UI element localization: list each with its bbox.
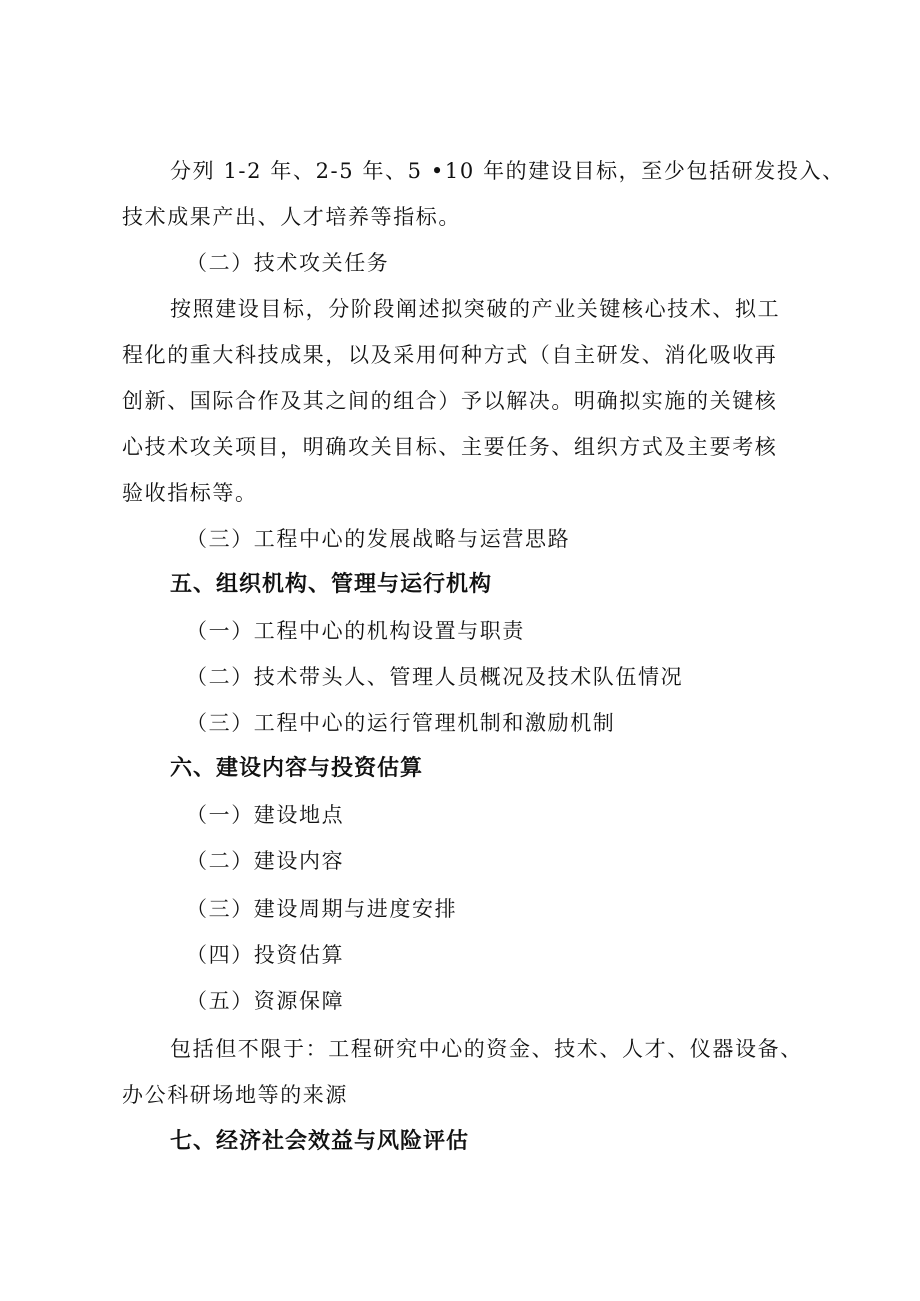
section6-item: （一）建设地点 [186,803,345,827]
paragraph-line: 技术成果产出、人才培养等指标。 [122,205,461,229]
section-heading-6: 六、建设内容与投资估算 [170,756,424,781]
subheading-strategy: （三）工程中心的发展战略与运营思路 [186,527,571,551]
section6-item: （二）建设内容 [186,849,345,873]
paragraph-line: 创新、国际合作及其之间的组合）予以解决。明确拟实施的关键核 [122,389,778,413]
section5-item: （二）技术带头人、管理人员概况及技术队伍情况 [186,665,684,689]
paragraph-line: 按照建设目标，分阶段阐述拟突破的产业关键核心技术、拟工 [170,297,781,321]
section6-item: （四）投资估算 [186,943,345,967]
section5-item: （三）工程中心的运行管理机制和激励机制 [186,711,616,735]
paragraph-line: 包括但不限于：工程研究中心的资金、技术、人才、仪器设备、 [170,1037,803,1061]
subheading-tech-tasks: （二）技术攻关任务 [186,251,390,275]
section6-item: （五）资源保障 [186,989,345,1013]
section-heading-7: 七、经济社会效益与风险评估 [170,1129,470,1154]
section6-item: （三）建设周期与进度安排 [186,897,458,921]
paragraph-line: 验收指标等。 [122,481,258,505]
section-heading-5: 五、组织机构、管理与运行机构 [170,572,493,597]
paragraph-line: 办公科研场地等的来源 [122,1083,348,1107]
paragraph-line: 程化的重大科技成果，以及采用何种方式（自主研发、消化吸收再 [122,343,778,367]
section5-item: （一）工程中心的机构设置与职责 [186,619,525,643]
paragraph-line: 分列 1-2 年、2-5 年、5 •10 年的建设目标，至少包括研发投入、 [170,159,845,183]
paragraph-line: 心技术攻关项目，明确攻关目标、主要任务、组织方式及主要考核 [122,435,778,459]
